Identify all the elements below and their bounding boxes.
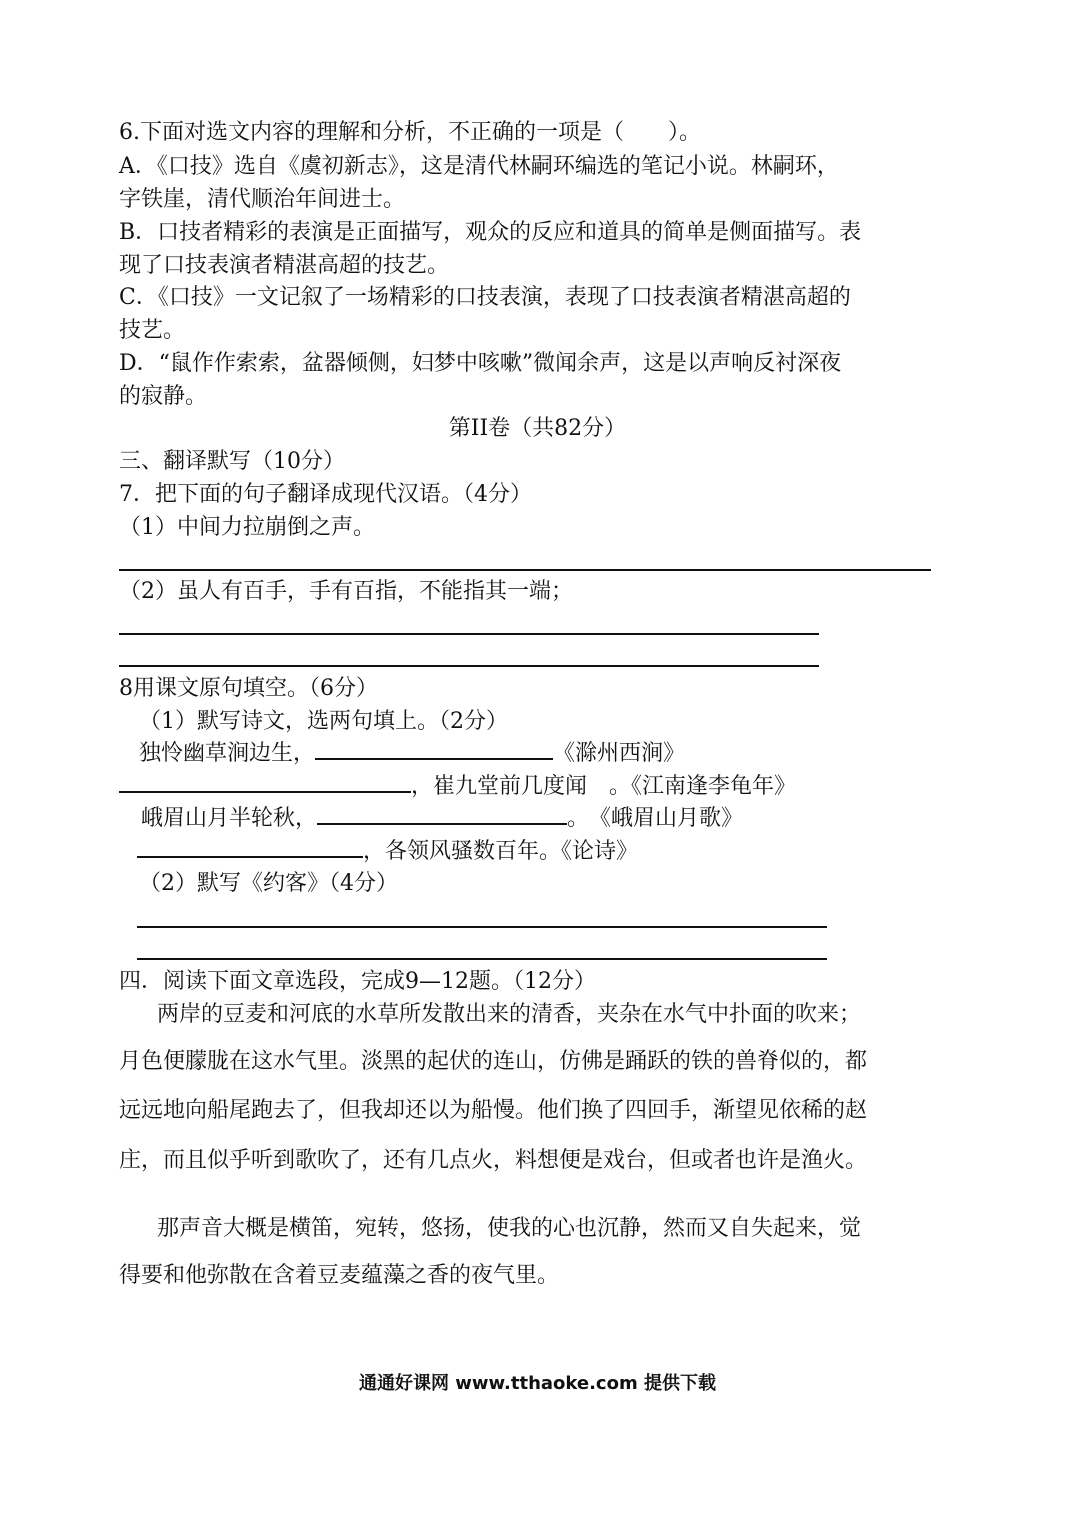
q6-stem: 6.下面对选文内容的理解和分析，不正确的一项是（ ）。 xyxy=(119,120,701,145)
q6-option-d-line2: 的寂静。 xyxy=(119,384,208,409)
q8-item-2: （2）默写《约客》（4分） xyxy=(139,871,398,896)
section-3-heading: 三、翻译默写（10分） xyxy=(119,449,345,474)
passage-p1-line3: 远远地向船尾跑去了，但我却还以为船慢。他们换了四回手，渐望见依稀的赵 xyxy=(119,1098,868,1123)
q6-option-b-line2: 现了口技表演者精湛高超的技艺。 xyxy=(119,253,450,278)
q6-option-b-line1: B．口技者精彩的表演是正面描写，观众的反应和道具的简单是侧面描写。表 xyxy=(119,220,862,245)
volume-2-title: 第II卷（共82分） xyxy=(448,416,627,441)
poem-line-3 xyxy=(141,808,743,830)
q6-option-a-line2: 字铁崖，清代顺治年间进士。 xyxy=(119,187,406,212)
fill-blank[interactable] xyxy=(315,757,553,760)
fill-blank[interactable] xyxy=(317,822,567,825)
answer-line[interactable] xyxy=(119,665,819,667)
poem-text: 峨眉山月半轮秋， xyxy=(141,806,318,831)
passage-p1-line4: 庄，而且似乎听到歌吹了，还有几点火，料想便是戏台，但或者也许是渔火。 xyxy=(119,1148,868,1173)
q6-option-c-line1: C．《口技》一文记叙了一场精彩的口技表演，表现了口技表演者精湛高超的 xyxy=(119,285,851,310)
q7-stem: 7．把下面的句子翻译成现代汉语。（4分） xyxy=(119,482,532,507)
poem-text: ，各领风骚数百年。《论诗》 xyxy=(363,839,639,864)
q6-option-a-line1: A．《口技》选自《虞初新志》，这是清代林嗣环编选的笔记小说。林嗣环， xyxy=(119,154,839,179)
q6-option-c-line2: 技艺。 xyxy=(119,318,186,343)
answer-line[interactable] xyxy=(137,958,827,960)
poem-text: 独怜幽草涧边生， xyxy=(139,741,316,766)
poem-line-4 xyxy=(137,841,638,863)
passage-p2-line2: 得要和他弥散在含着豆麦蕴藻之香的夜气里。 xyxy=(119,1263,560,1288)
passage-p2-line1: 那声音大概是横笛，宛转，悠扬，使我的心也沉静，然而又自失起来，觉 xyxy=(157,1216,862,1241)
q6-option-d-line1: D．“鼠作作索索，盆器倾侧，妇梦中咳嗽”微闻余声，这是以声响反衬深夜 xyxy=(119,351,842,376)
footer-credit: 通通好课网 www.tthaoke.com 提供下载 xyxy=(359,1373,716,1394)
passage-p1-line2: 月色便朦胧在这水气里。淡黑的起伏的连山，仿佛是踊跃的铁的兽脊似的，都 xyxy=(119,1049,868,1074)
q7-item-1: （1）中间力拉崩倒之声。 xyxy=(119,515,375,540)
section-4-heading: 四．阅读下面文章选段，完成9—12题。（12分） xyxy=(119,969,596,994)
q8-stem: 8用课文原句填空。（6分） xyxy=(119,676,378,701)
passage-p1-line1: 两岸的豆麦和河底的水草所发散出来的清香，夹杂在水气中扑面的吹来； xyxy=(157,1002,862,1027)
poem-line-1 xyxy=(139,743,685,765)
answer-line[interactable] xyxy=(119,633,819,635)
fill-blank[interactable] xyxy=(137,855,363,858)
poem-line-2 xyxy=(119,776,796,798)
poem-source: 《滁州西涧》 xyxy=(553,741,686,766)
q7-item-2: （2）虽人有百手，手有百指，不能指其一端； xyxy=(119,579,573,604)
answer-line[interactable] xyxy=(137,926,827,928)
fill-blank[interactable] xyxy=(119,790,411,793)
q8-item-1: （1）默写诗文，选两句填上。（2分） xyxy=(139,709,508,734)
poem-text: ，崔九堂前几度闻 。《江南逢李龟年》 xyxy=(411,774,797,799)
answer-line[interactable] xyxy=(119,569,931,571)
poem-source: 。 《峨眉山月歌》 xyxy=(567,806,744,831)
